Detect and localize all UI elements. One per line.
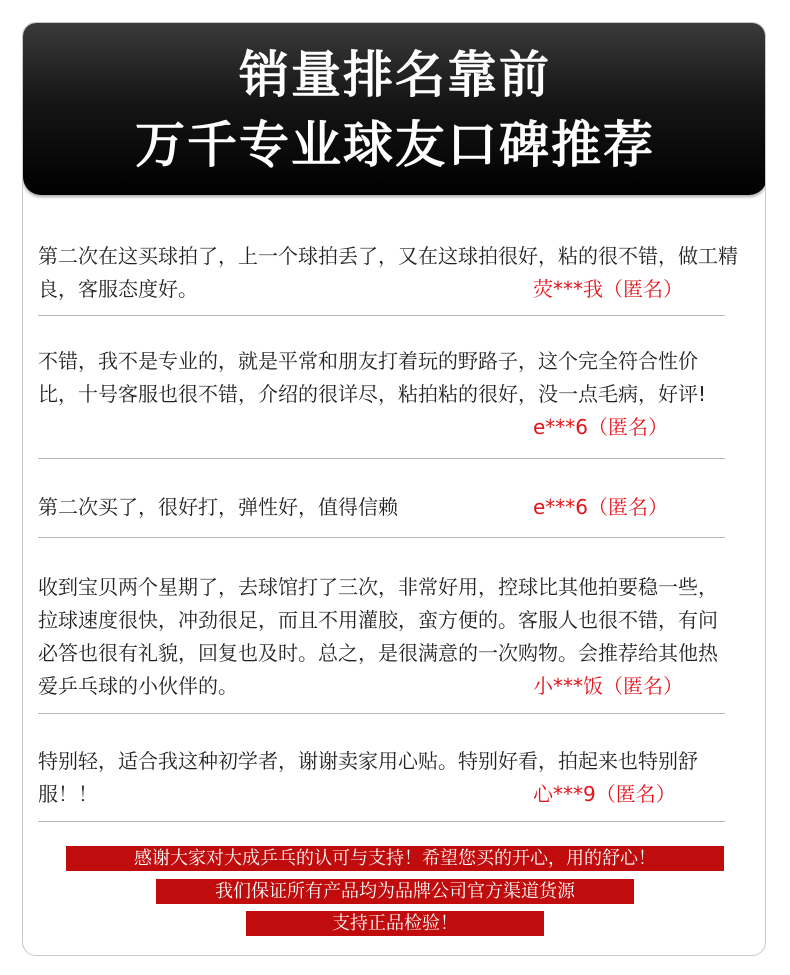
review-author: 荧***我（匿名） [533,277,683,301]
review-card [22,22,766,956]
banner-title: 销量排名靠前 [239,46,551,104]
banner-subtitle: 万千专业球友口碑推荐 [135,116,655,174]
header-banner [23,23,766,195]
review-author: e***6（匿名） [533,495,669,519]
review-author: 小***饭（匿名） [533,674,683,698]
review-text: 不错，我不是专业的，就是平常和朋友打着玩的野路子，这个完全符合性价比，十号客服也很不错，介绍的很详尽，粘拍粘的很好，没一点毛病，好评! [38,349,707,406]
notice-authentic: 支持正品检验！ [246,911,544,936]
review-text: 收到宝贝两个星期了，去球馆打了三次，非常好用，控球比其他拍要稳一些，拉球速度很快，冲劲很足，而且不用灌胶，蛮方便的。客服人也很不错，有问必答也很有礼貌，回复也及时。总之，是很满意的一次购物。会推荐给其他热爱乒乓球的小伙伴的。 [38,575,718,698]
notice-guarantee: 我们保证所有产品均为品牌公司官方渠道货源 [156,879,634,904]
divider [38,537,725,538]
divider [38,315,725,316]
review-text: 第二次在这买球拍了，上一个球拍丢了，又在这球拍很好，粘的很不错，做工精良，客服态度好。 [38,244,738,301]
review-author: e***6（匿名） [533,415,669,439]
review-text: 特别轻，适合我这种初学者，谢谢卖家用心贴。特别好看，拍起来也特别舒服！！ [38,749,698,806]
divider [38,821,725,822]
divider [38,458,725,459]
notice-thanks: 感谢大家对大成乒乓的认可与支持！希望您买的开心，用的舒心！ [66,846,724,871]
divider [38,713,725,714]
review-text: 第二次买了，很好打，弹性好，值得信赖 [38,495,398,519]
review-author: 心***9（匿名） [533,782,676,806]
review-item [38,345,720,411]
review-item [38,491,498,524]
